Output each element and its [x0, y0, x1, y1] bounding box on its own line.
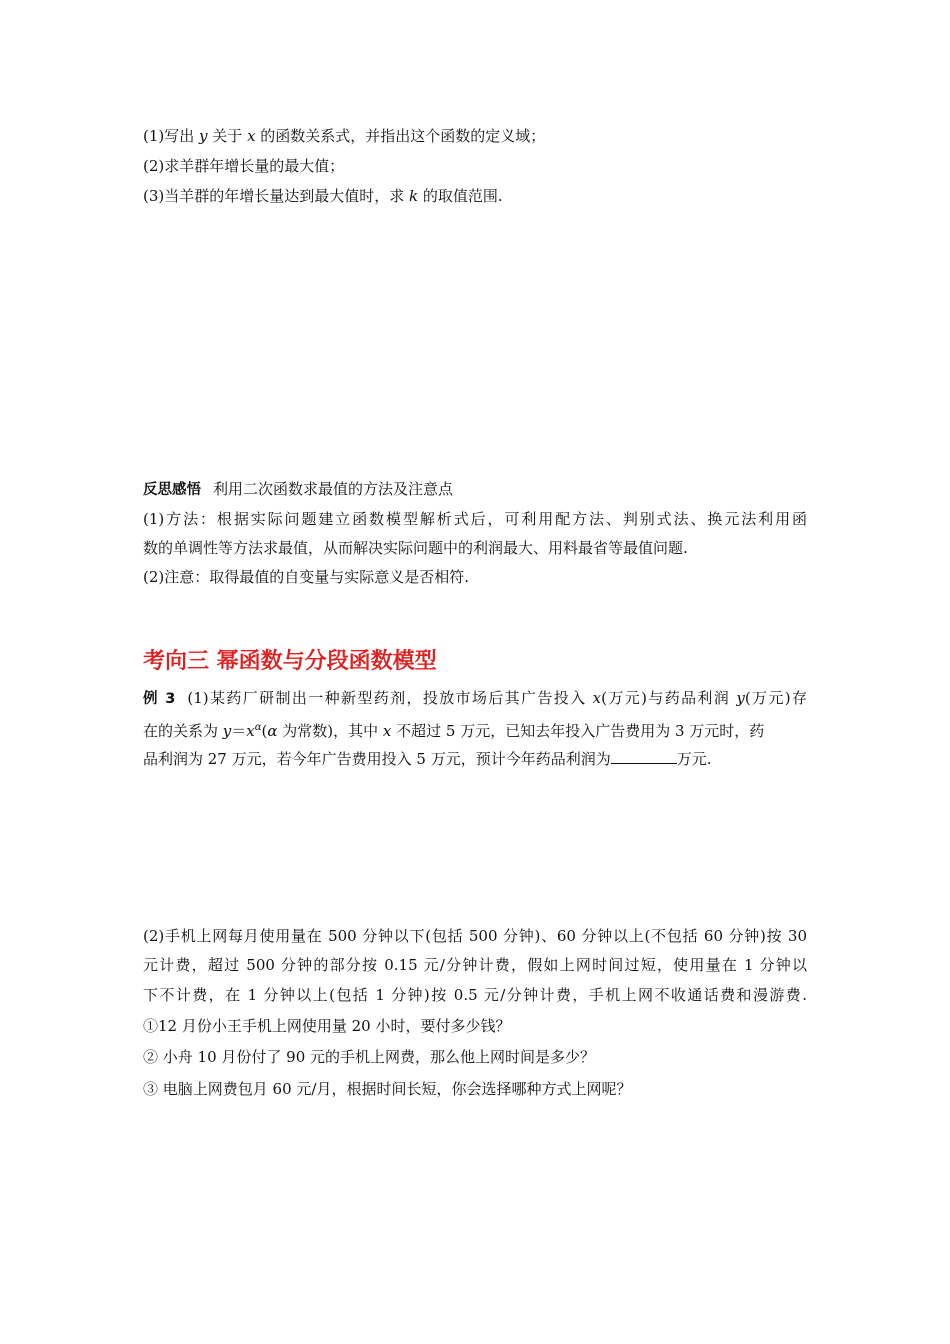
example3-label: 例 3 — [143, 691, 176, 707]
q3-prefix: (3)当羊群的年增长量达到最大值时，求 — [143, 187, 410, 205]
example3-line-3 — [143, 749, 807, 769]
example3-part2-line-2: 元计费，超过 500 分钟的部分按 0.15 元/分钟计费，假如上网时间过短，使用量在 1 分钟以 — [143, 956, 807, 974]
example3-line-1 — [143, 688, 807, 709]
ex3-text: (万元)存 — [744, 689, 807, 707]
var-y: y — [199, 127, 208, 145]
q1-suffix: 的函数关系式，并指出这个函数的定义域； — [255, 127, 546, 145]
reflection-method-line-2: 数的单调性等方法求最值，从而解决实际问题中的利润最大、用料最省等最值问题. — [143, 539, 688, 557]
ex3-text: 品利润为 27 万元，若今年广告费用投入 5 万元，预计今年药品利润为 — [143, 750, 611, 768]
var-y: y — [736, 689, 745, 707]
reflection-title-line — [143, 479, 807, 500]
question-3 — [143, 186, 807, 206]
reflection-title: 利用二次函数求最值的方法及注意点 — [213, 480, 454, 498]
var-x: x — [592, 689, 602, 707]
q3-suffix: 的取值范围. — [418, 187, 503, 205]
var-x: x — [382, 722, 392, 740]
section-heading: 考向三 幂函数与分段函数模型 — [143, 649, 437, 674]
answer-blank[interactable] — [611, 749, 677, 764]
ex3-text: (1)某药厂研制出一种新型药剂，投放市场后其广告投入 — [187, 689, 593, 707]
q1-prefix: (1)写出 — [143, 127, 200, 145]
ex3-text: ( — [261, 722, 268, 740]
example3-part2-line-1: (2)手机上网每月使用量在 500 分钟以下(包括 500 分钟)、60 分钟以上(不包括 60 分钟)按 30 — [143, 927, 807, 945]
ex3-text: 万元. — [676, 750, 712, 768]
var-k: k — [409, 187, 419, 205]
reflection-method-line-1: (1)方法：根据实际问题建立函数模型解析式后，可利用配方法、判别式法、换元法利用函 — [143, 510, 807, 528]
var-x: x — [247, 127, 256, 145]
example3-question-2: ② 小舟 10 月份付了 90 元的手机上网费，那么他上网时间是多少？ — [143, 1048, 596, 1066]
var-x: x — [246, 722, 255, 740]
ex3-text: 不超过 5 万元，已知去年投入广告费用为 3 万元时，药 — [391, 722, 765, 740]
question-1 — [143, 126, 807, 146]
equals-sign: ＝ — [231, 722, 247, 740]
exponent-alpha: α — [254, 722, 262, 733]
ex3-text: (万元)与药品利润 — [601, 689, 737, 707]
example3-question-3: ③ 电脑上网费包月 60 元/月，根据时间长短，你会选择哪种方式上网呢？ — [143, 1080, 632, 1098]
q1-mid: 关于 — [207, 127, 248, 145]
var-alpha: α — [267, 722, 278, 740]
example3-part2-line-3: 下不计费，在 1 分钟以上(包括 1 分钟)按 0.5 元/分钟计费，手机上网不收通话费和漫游费. — [143, 986, 807, 1004]
reflection-note: (2)注意：取得最值的自变量与实际意义是否相符. — [143, 568, 470, 586]
reflection-label: 反思感悟 — [143, 482, 201, 498]
ex3-text: 为常数)，其中 — [277, 722, 383, 740]
example3-question-1: ①12 月份小王手机上网使用量 20 小时，要付多少钱？ — [143, 1017, 511, 1035]
var-y: y — [222, 722, 232, 740]
ex3-text: 在的关系为 — [143, 722, 223, 740]
example3-line-2 — [143, 718, 807, 741]
question-2: (2)求羊群年增长量的最大值； — [143, 157, 345, 175]
